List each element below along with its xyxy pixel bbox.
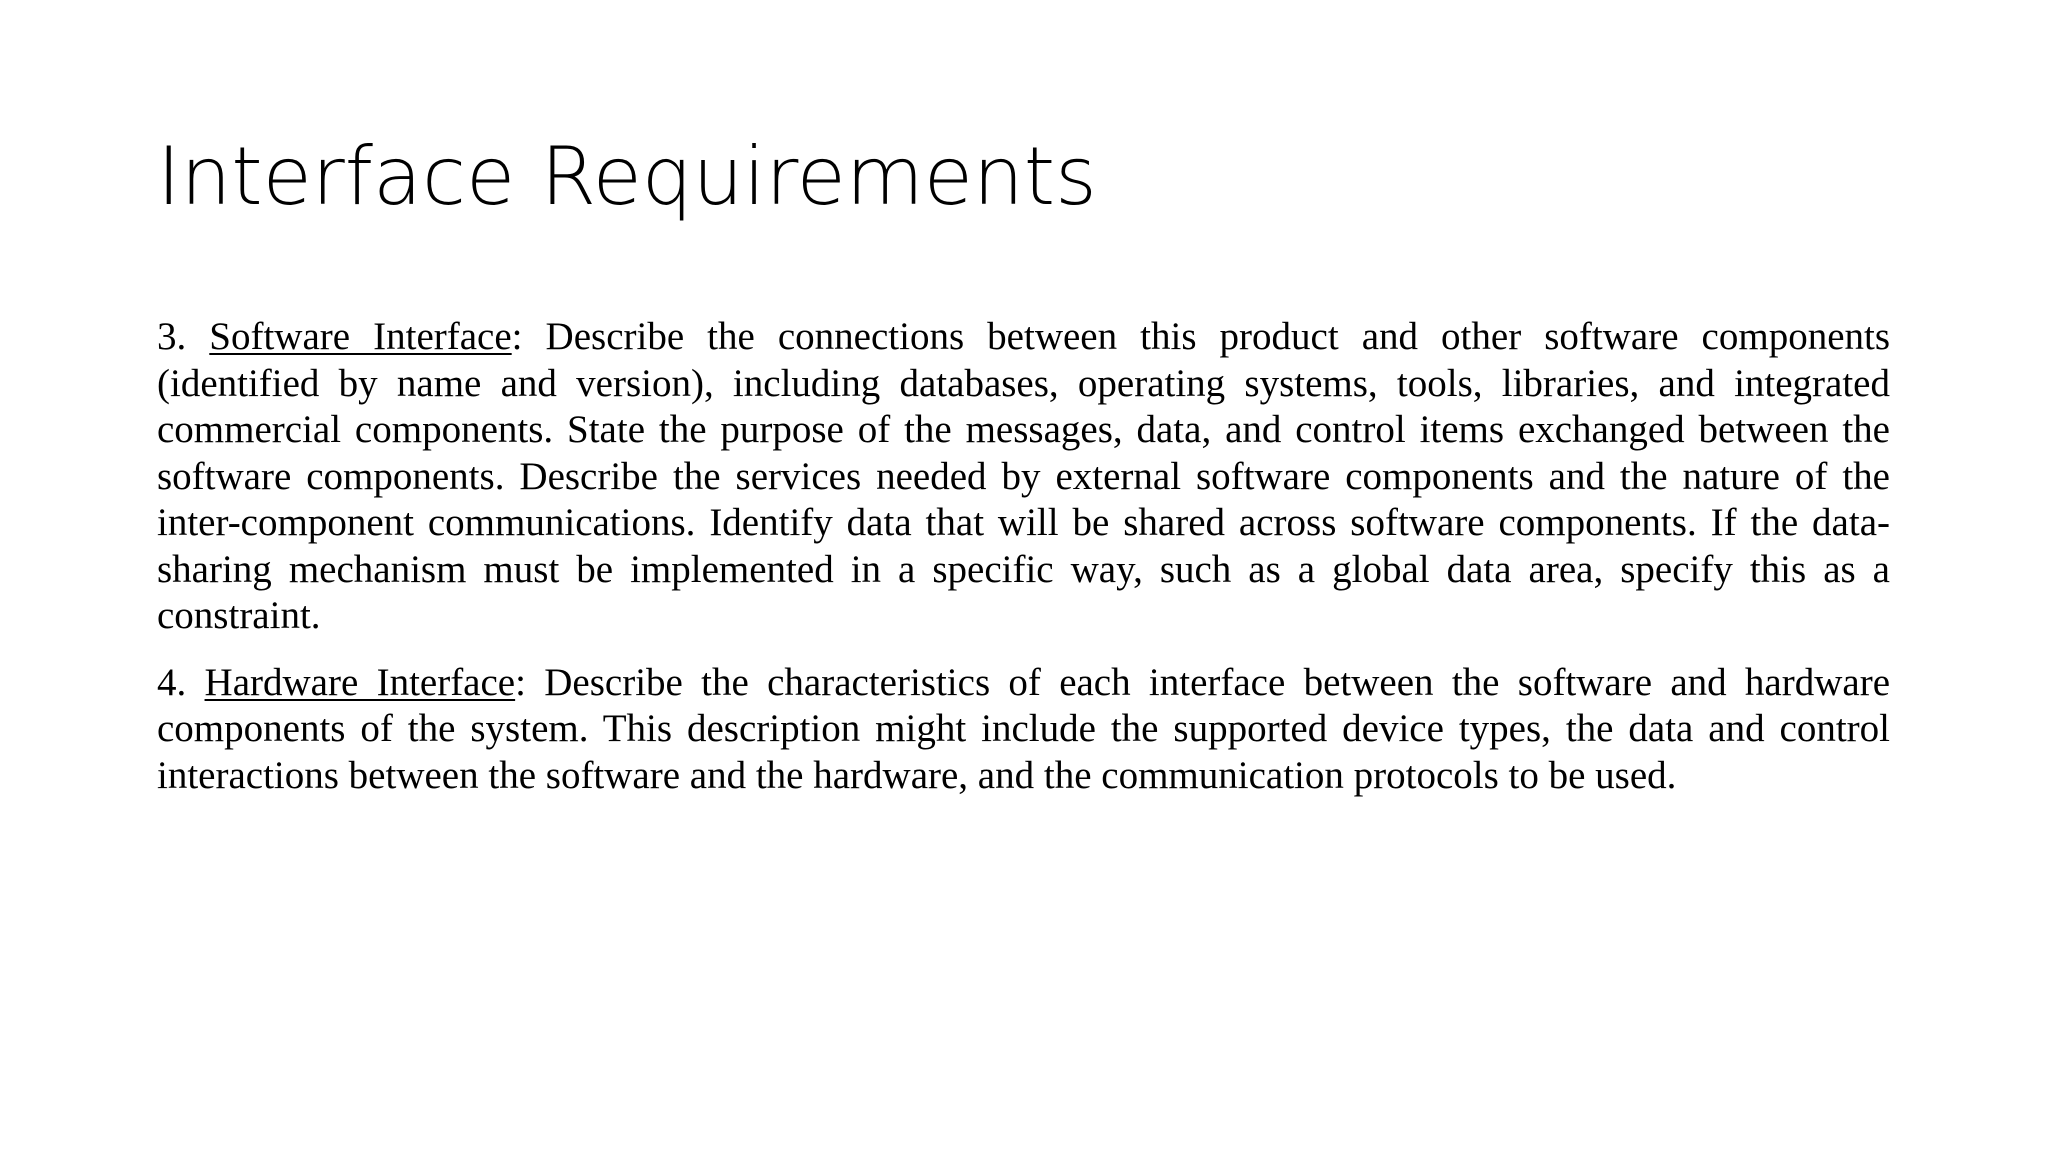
paragraph-text: : Describe the characteristics of each interface between the software and hardware components of the system. This description might include the supported device types, the data and control interactions between the software and the hardware, and the communication protocols to be used. (157, 660, 1891, 797)
paragraph-hardware-interface (157, 660, 1890, 800)
paragraph-number: 4. (157, 660, 205, 704)
term-hardware-interface: Hardware Interface (204, 660, 516, 704)
paragraph-software-interface (157, 314, 1890, 640)
slide-body (157, 314, 1890, 819)
paragraph-number: 3. (157, 315, 210, 358)
term-software-interface: Software Interface (209, 315, 512, 358)
slide-title: Interface Requirements (157, 130, 1097, 223)
paragraph-text: : Describe the connections between this product and other software components (identified by name and version), including databases, operating systems, tools, libraries, and integrated commercial components. State the purpose of the messages, data, and control items exchanged between the software components. Describe the services needed by external software components and the nature of the inter-component communications. Identify data that will be shared across software components. If the data-sharing mechanism must be implemented in a specific way, such as a global data area, specify this as a constraint. (157, 315, 1891, 637)
